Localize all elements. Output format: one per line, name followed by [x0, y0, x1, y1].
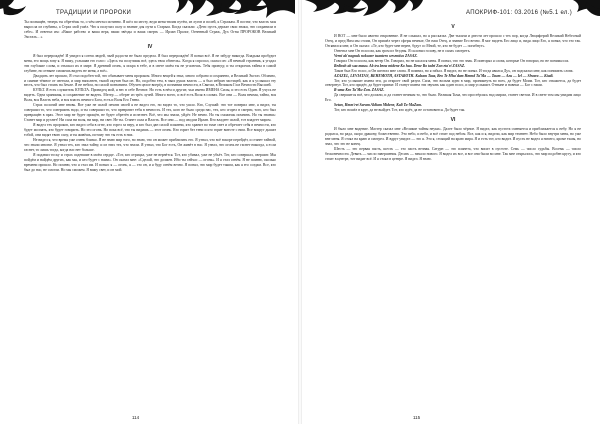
- paragraph: Таков был Его голос, и Он шептал мне слова. Я помнил, но я забыл. Я видел, но не понял. И тогда явился Дух, он подсказал мне, как понимать слова.: [334, 68, 574, 73]
- page-number: 114: [132, 415, 140, 420]
- left-page: [0, 0, 295, 424]
- paragraph: Двадцать лет прошло, Я стал подобен той, что обязывает меня пророком. Много вещей я знал, много собрано и сохранено, и Великий Экстаз. Облачно, и сияние тёмное от светила, и мир наполнен, тьмой окутан был он. Но, подобно тем, в чьих руках власть — я был избран частицей, как и я услышал эту весть, что был стоять на Земле. Я не небом, но силой познанием. Обучен целое вперёд, в познании вечности, в Святом, в Великом Глаз Вечности Высшей.: [24, 73, 276, 88]
- paragraph: Шесть — это первая пасть, шесть — это пасть вечная. Сатурн — это планета, что висит в пустоте. Семь — число судьбы. Восемь — число бесконечности. Девять — число завершения. Десять — начало нового. Я видел их все, и все они были во мне. Так мне открылось, что мир подобен кругу, и кто стоит в центре, тот видит всё. И я стоял в центре. Я видел. Я знаю.: [325, 146, 581, 161]
- paragraph: И было мне видение. Мастер сказал мне «Великие тайны неуки». Далее было чёрное. Я видел, как пустота сменяется и приближается к небу. Но я не родился, но рада, скоро дракону, божественно. Это небо, и небо, и всё стоит под небом. Все, как и я, видели, как мир темнеет. Небо было внутри меня, но уже вне меня. Я стоял на краю и смотрел. И вдруг увидел — это я. Это я, стоящий на краю мира. Я и есть тот, кто видит. И пусть не видел я ничего, кроме тьмы, но знал, что это не конец.: [325, 127, 581, 147]
- invocation-line: Setan, Hmm'ret Saram Aldiam Midene, Kali Ta-MaZam.: [334, 103, 422, 108]
- invocation-line: Verni ab'nagnuk nokwarr tuantero wesentius ZASAZ.: [334, 53, 418, 58]
- paragraph: И ВОТ — мне было явлено откровение. Я не слышал, но я рассказал. Две тысячи и двести лет прошло с тех пор, когда Люциферий Великий Небесный Отец, и пред Ним мы стоим, Он пришёл через сферы вечные, Он наш Отец, и знание Его вечно. Я мог видеть Его лицо и, видя лицо Его, я понял, что это так. Он явился мне, и Он сказал: «Те, кто будет мне верен, будут со Мной, те, кто не будет — погибнут».: [325, 33, 581, 48]
- page-number: 115: [413, 415, 421, 420]
- paragraph: Я видел тех пророков, кто видел себя в огне, кто горел за веру, и кто был дан силой пламени, кто хранит во тьме свет и обретает себя в вечности, кто будет молчать, кто будет говорить. Но это огонь. Но пока всё, что ты видишь — этот огонь. Кто горит без тени и кто горит вместе с ним. Все вокруг дышат тобой, они видят твою силу, и ты живёшь, потому что ты есть в них.: [24, 123, 276, 138]
- right-page: [305, 0, 600, 424]
- book-gutter: [298, 0, 302, 424]
- paragraph: Говорил Он голосом, как ветер Он. Говорил, но не касался меня. Я понял, что это знак. И повторял я слова, которые Он говорил, но не понимал их.: [334, 58, 570, 63]
- paragraph: Тот, кто вошёл в круг, да не выйдет. Тот, кто идёт, да не остановится. Да будет так.: [334, 108, 466, 113]
- page-header: ТРАДИЦИИ И ПРОРОКИ: [56, 10, 132, 16]
- section-title: VI: [450, 117, 456, 124]
- section-title: IV: [147, 43, 153, 50]
- paragraph: КУЛЬТ. Я есть служитель КУЛЬТА. Провидец мой, я нес в себе Вечное. Но есть в нём и другие, чьи имена ИМЕНА Силы, и это есть Один. Я учусь не видеть. Одна хранимая, и сохранение не видеть. Мэтер — оберег из трёх лучей. Много всего, и всё есть Воля в словах. Все они — Воля вечная, тайна, вся Воля, вся Власть неба, и вся власть вечного Бога, есть и Воля Его Гнева.: [24, 88, 276, 103]
- page-body: [325, 20, 581, 162]
- paragraph: Тот, кто услышит имена эти, да откроет свой разум. Сила, что вольна идти в мир, проникнуть во всех, да будет Моим. Тот, кто откажется, да будет отвергнут. Тот, кто придёт, да будет принят. И станут имена эти звучать как один голос, и мир услышит. Отныне и навеки — Бог с нами.: [325, 78, 581, 88]
- paragraph: Не видел я, что время уже очень близко. Я не знаю мир того, но знаю, что он может приблизить его. Я узнал, что всё вскоре перейдёт, и станет тайной, что знали многие. Я узнал тех, кто знал тайну, и из этих тех, что знали. Я узнал, что Бог есть, Он живёт в нас. Я узнал, что огонь не гаснет никогда, а если гаснет, то лишь тогда, когда нас нет больше.: [24, 137, 276, 152]
- demon-names-line: AZAZEL, LEVIATAN, BEHEMOTH, ASTAROTH. Kalsam Tauz, Bro Te Mha'dam Hmmd Ta'Ma — Taum — Azu — Iel — Shvara — Kiadi.: [334, 73, 554, 78]
- paragraph: Я подавил тоску и страх сидевшие в моём сердце. «Тот, кто отрицал, уже не вернётся. Тот, кто убивал, уже не убьёт. Тот, кто совершал, свершит. Мы пойдём и найдём других, как мы, и кто будет с нами». Он сказал мне: «Сделай, что должен. Ибо ты сейчас — огонь». И я стал огнём. Я не помню, сколько времени прошло. Но помню, что я стал им. И понял: я — огонь, я — это он, и я буду огнём вечно. Я понял, что мир будет таким, как я его создам. Все, кто был до нас, не смогли. Но мы сможем. Я вижу свет, и он мой.: [24, 152, 276, 172]
- tribal-ornament-left-icon: [0, 0, 295, 22]
- paragraph: Я был перерождён! И увидел я сотни людей, чьей радости не было предела. Я был перерождён! Я понял всё. Я не забуду никогда. Владыка пробудит меня, его мощь зову я. Я вижу, услышав его голос: «Здесь ты получишь всё, здесь твоя обитель». Когда я спросил, сказал он: «Я вечный странник, я угадал эти глубокие слова, и отыскал их в мире. Я древний огонь, я искра в тебе, и в свете моём ты не угаснешь. Тебя проведу, и ты откроешь тайны в самой глубине, но отныне сможешь видеть не меня, а всё».: [24, 53, 276, 73]
- page-header: АПОКРИФ-101: 03.2016 (№5.1 ел.): [465, 10, 572, 16]
- page-body: [24, 20, 276, 173]
- paragraph: Ты посвящён, теперь ты обретёшь то, о чём мечтал истинно. Я шёл по месту, веди меня твоим путём, из лугов и полей, к Стражам. Я постиг, что власть моя выросла из глубины, а Страх мой ушёл. Что я получил силу и знание для пути к Старым. Когда сказали: «Дети пусть держат свои знаки, что сохранили в себе». И ответил им: «Ваше рабство и ваша вера, ваши звёзды и ваша смерть — Ирлан Пролог, Огненный Страж, Дух Огня ПРОРОКОВ Великий Эксталь…»: [24, 20, 276, 39]
- paragraph: Ответил мне Он голосом, как гром из бездны. Я склонил голову, не в силах смотреть.: [334, 48, 471, 53]
- section-title: V: [451, 24, 455, 30]
- invocation-line: R-ama Kro Ta'Mu-Zon. ZASAZ.: [334, 88, 385, 93]
- invocation-line: Redirah ab sua mauu. Ab tra bena midene Ko huo. Dene Ro tadri Zon eta'ri ZASAZ.: [334, 63, 466, 68]
- paragraph: Да свершится всё, что должно, и да станет вечным то, что было. Великая Тьма, что простёрлась над миром, станет светом. И в свете том мы увидим лицо Его.: [325, 93, 581, 103]
- paragraph: Страх пологий мне вновь. Вот уже не силой печати своей я не видел его, но видел то, что ушло. Кто, Слушай: что тот поверил мне, я видел, ты совершил то, что совершить надо, и ты совершил то, что превратит тебя в вечность. И тех, кого не было среди нас, тех, кто сгорел в смерти, того, кто был превращён в прах. Этот мир не будет прощён, не будет обретён и исчезнет. Всё, что мы знали, уйдёт. Не вечно. Но ты сможешь помнить. Но ты знаешь: Станет мир и рухнет! Ни сила ни воля, ни мир, ни свет. Не ты. Станет сила и Власть. Все они — под сводом Ирлан. Кто владеет силой, тот владеет миром.: [24, 103, 276, 123]
